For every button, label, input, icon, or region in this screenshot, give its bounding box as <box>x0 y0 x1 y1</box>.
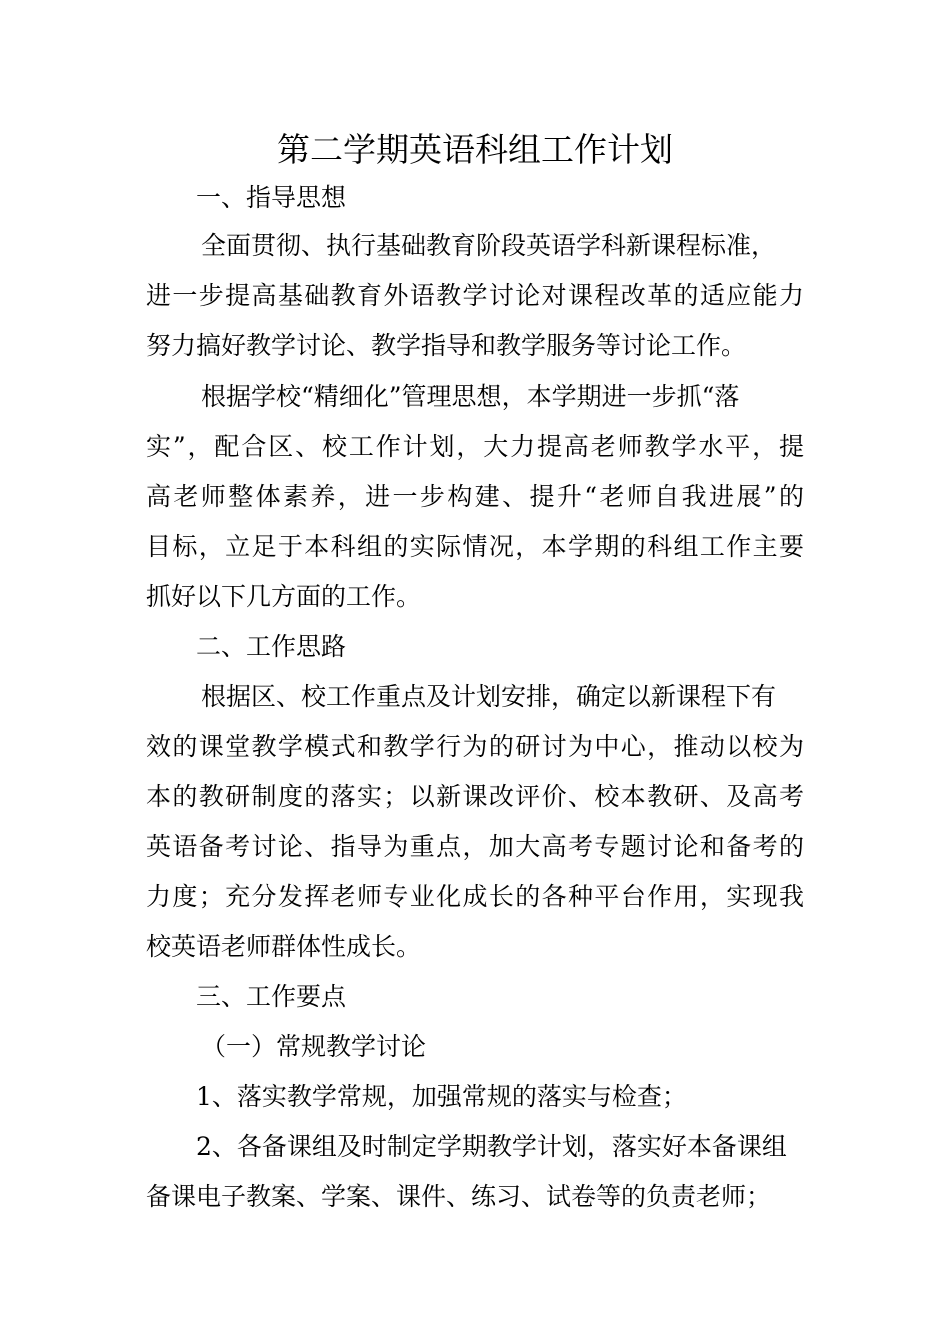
subsection-heading-routine-teaching: （一）常规教学讨论 <box>201 1032 427 1061</box>
paragraph-line: 根据学校“精细化”管理思想，本学期进一步抓“落 <box>201 382 740 411</box>
paragraph-line: 抓好以下几方面的工作。 <box>146 582 422 611</box>
paragraph-line: 力度；充分发挥老师专业化成长的各种平台作用，实现我 <box>146 882 804 911</box>
document-title: 第二学期英语科组工作计划 <box>277 130 673 169</box>
section-heading-guiding-ideology: 一、指导思想 <box>196 183 347 212</box>
paragraph-line: 目标，立足于本科组的实际情况，本学期的科组工作主要 <box>146 532 804 561</box>
paragraph-line: 校英语老师群体性成长。 <box>146 932 422 961</box>
paragraph-line: 全面贯彻、执行基础教育阶段英语学科新课程标准， <box>201 231 777 260</box>
paragraph-line: 本的教研制度的落实；以新课改评价、校本教研、及高考 <box>146 782 804 811</box>
paragraph-line: 实”，配合区、校工作计划，大力提高老师教学水平，提 <box>146 432 804 461</box>
paragraph-line: 效的课堂教学模式和教学行为的研讨为中心，推动以校为 <box>146 732 804 761</box>
list-item-continuation: 备课电子教案、学案、课件、练习、试卷等的负责老师； <box>146 1182 772 1211</box>
section-heading-work-approach: 二、工作思路 <box>196 632 347 661</box>
paragraph-line: 英语备考讨论、指导为重点，加大高考专题讨论和备考的 <box>146 832 804 861</box>
list-item: 2、各备课组及时制定学期教学计划，落实好本备课组 <box>196 1132 787 1161</box>
section-heading-work-points: 三、工作要点 <box>196 982 347 1011</box>
paragraph-line: 高老师整体素养，进一步构建、提升“老师自我进展”的 <box>146 482 804 511</box>
paragraph-line: 努力搞好教学讨论、教学指导和教学服务等讨论工作。 <box>146 331 747 360</box>
paragraph-line: 根据区、校工作重点及计划安排，确定以新课程下有 <box>201 682 777 711</box>
paragraph-line: 进一步提高基础教育外语教学讨论对课程改革的适应能力 <box>146 281 804 310</box>
list-item: 1、落实教学常规，加强常规的落实与检查； <box>196 1082 687 1111</box>
